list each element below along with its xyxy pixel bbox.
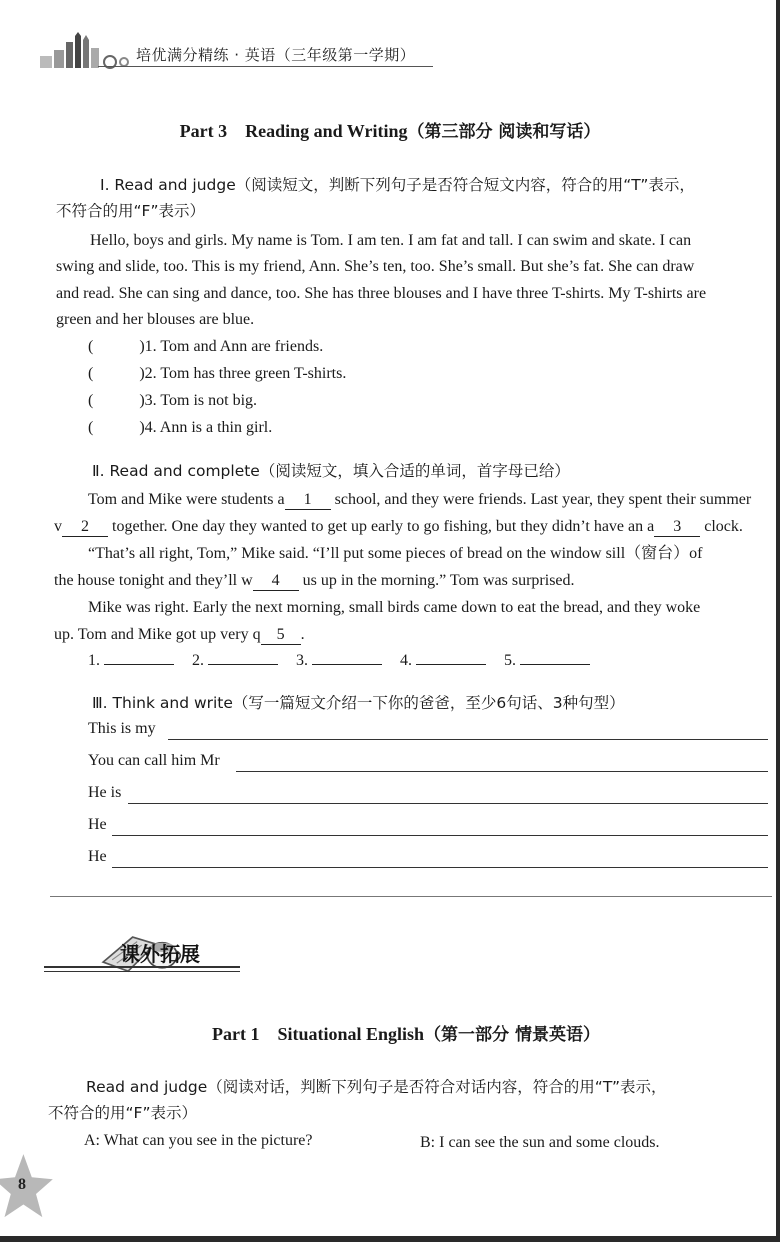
answer-line[interactable] — [312, 664, 382, 665]
write-prompt: You can call him Mr — [88, 752, 220, 769]
answer-row: 1. 2. 3. 4. 5. — [88, 652, 590, 670]
judge-question: ( )1. Tom and Ann are friends. — [88, 338, 324, 355]
cloze-line: up. Tom and Mike got up very q 5 . — [54, 626, 305, 643]
write-prompt: He — [88, 848, 107, 865]
header-title: 培优满分精练 · 英语（三年级第一学期） — [136, 46, 416, 64]
cloze-blank[interactable]: 5 — [261, 626, 301, 645]
banner-rule — [44, 966, 240, 968]
answer-line[interactable] — [104, 664, 174, 665]
part3-title-en: Part 3 Reading and Writing — [179, 121, 408, 141]
page-header — [38, 28, 438, 72]
write-line[interactable] — [168, 739, 768, 740]
write-line[interactable] — [128, 803, 768, 804]
write-line[interactable] — [236, 771, 768, 772]
page-number: 8 — [18, 1176, 26, 1193]
section3-heading: Ⅲ. Think and write（写一篇短文介绍一下你的爸爸，至少6句话、3种句型） — [92, 694, 625, 712]
write-prompt: He — [88, 816, 107, 833]
extension-banner-title: 课外拓展 — [120, 942, 200, 966]
passage-line: swing and slide, too. This is my friend, Ann. She’s ten, too. She’s small. But she’s fat. She can draw — [56, 258, 695, 275]
write-prompt: He is — [88, 784, 122, 801]
star-icon — [0, 1148, 56, 1228]
judge-question: ( )3. Tom is not big. — [88, 392, 258, 409]
answer-line[interactable] — [520, 664, 590, 665]
section2-heading: Ⅱ. Read and complete（阅读短文，填入合适的单词，首字母已给） — [92, 462, 570, 480]
banner-rule — [44, 971, 240, 972]
dialog-line-a: A: What can you see in the picture? — [84, 1132, 313, 1149]
write-line[interactable] — [112, 835, 768, 836]
section1-heading-line1: Ⅰ. Read and judge（阅读短文，判断下列句子是否符合短文内容，符合的用“T”表示， — [100, 176, 695, 194]
cloze-line: Mike was right. Early the next morning, small birds came down to eat the bread, and they woke — [88, 599, 701, 616]
section-divider — [50, 896, 772, 897]
extension-part1-title: Part 1 Situational English（第一部分 情景英语） — [212, 1024, 600, 1045]
cloze-blank[interactable]: 1 — [285, 491, 331, 510]
passage-line: and read. She can sing and dance, too. She has three blouses and I have three T-shirts. My T-shirts are — [56, 285, 707, 302]
judge-question: ( )2. Tom has three green T-shirts. — [88, 365, 347, 382]
part3-title-cn: （第三部分 阅读和写话） — [407, 122, 601, 142]
cloze-blank[interactable]: 2 — [62, 518, 108, 537]
cloze-line: the house tonight and they’ll w 4 us up in the morning.” Tom was surprised. — [54, 572, 575, 589]
section1-heading-line2: 不符合的用“F”表示） — [56, 202, 205, 220]
header-rule — [98, 66, 433, 67]
answer-line[interactable] — [416, 664, 486, 665]
write-prompt: This is my — [88, 720, 156, 737]
part3-title — [0, 117, 780, 142]
write-line[interactable] — [112, 867, 768, 868]
passage-line: green and her blouses are blue. — [56, 311, 255, 328]
cloze-blank[interactable]: 3 — [654, 518, 700, 537]
cloze-line: “That’s all right, Tom,” Mike said. “I’ll put some pieces of bread on the window sill（窗台）of — [88, 545, 703, 562]
extension-heading-line2: 不符合的用“F”表示） — [48, 1104, 197, 1122]
judge-question: ( )4. Ann is a thin girl. — [88, 419, 273, 436]
cloze-blank[interactable]: 4 — [253, 572, 299, 591]
cloze-line: Tom and Mike were students a 1 school, and they were friends. Last year, they spent their summer — [88, 491, 752, 508]
answer-line[interactable] — [208, 664, 278, 665]
extension-heading-line1: Read and judge（阅读对话，判断下列句子是否符合对话内容，符合的用“T”表示， — [86, 1078, 667, 1096]
dialog-line-b: B: I can see the sun and some clouds. — [420, 1134, 660, 1151]
passage-line: Hello, boys and girls. My name is Tom. I am ten. I am fat and tall. I can swim and skate. I can — [90, 232, 692, 249]
cloze-line: v 2 together. One day they wanted to get up early to go fishing, but they didn’t have an a 3 clock. — [54, 518, 743, 535]
